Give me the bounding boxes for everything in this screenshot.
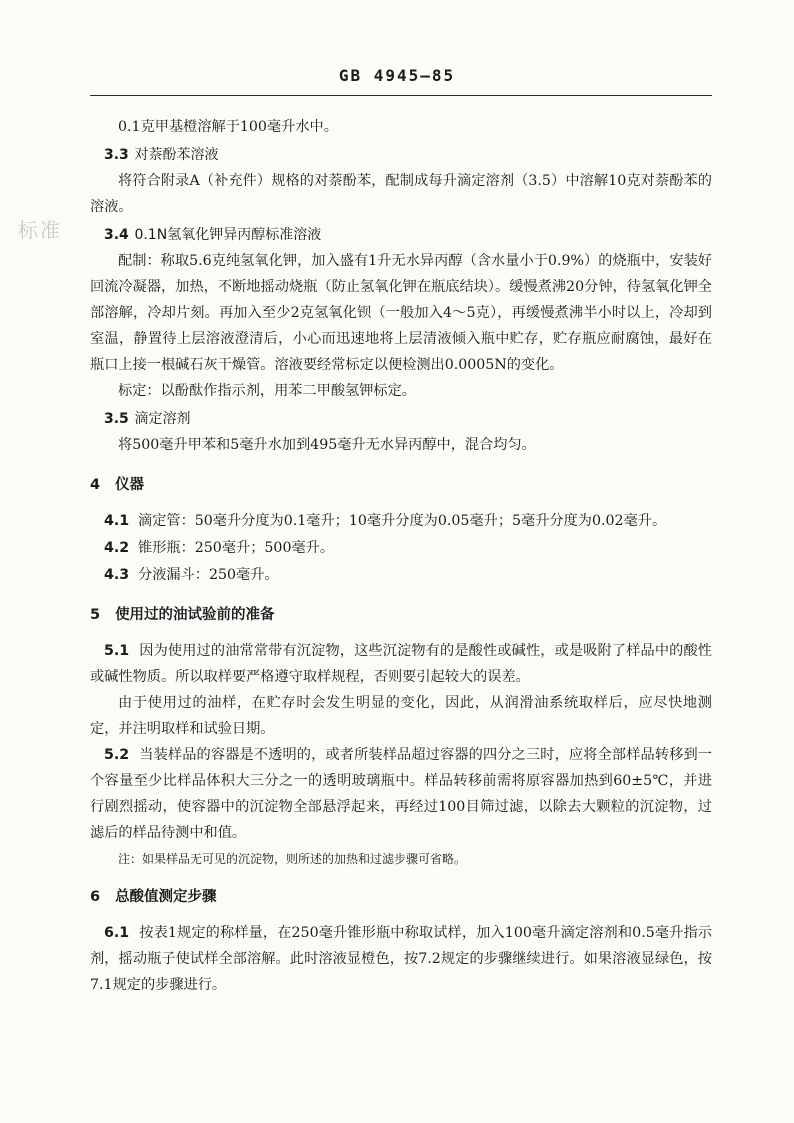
paragraph-number: 5.2: [104, 747, 130, 763]
section-title: 滴定溶剂: [134, 411, 191, 427]
paragraph-number: 5.1: [104, 643, 130, 659]
paragraph-text: 因为使用过的油常常带有沉淀物，这些沉淀物有的是酸性或碱性，或是吸附了样品中的酸性或碱性物质。所以取样要严格遵守取样规程，否则要引起较大的误差。: [90, 643, 712, 685]
methyl-orange-text: 0.1克甲基橙溶解于100毫升水中。: [118, 119, 338, 135]
section-3-5-text: 将500毫升甲苯和5毫升水加到495毫升无水异丙醇中，混合均匀。: [118, 437, 536, 453]
section-3-3-text: 将符合附录A（补充件）规格的对萘酚苯，配制成每升滴定溶剂（3.5）中溶解10克对萘酚苯的溶液。: [90, 173, 712, 215]
section-5-1-continuation: 由于使用过的油样，在贮存时会发生明显的变化，因此，从润滑油系统取样后，应尽快地测定，并注明取样和试验日期。: [90, 695, 712, 737]
item-number: 4.3: [104, 567, 130, 583]
item-text: 分液漏斗：250毫升。: [138, 567, 279, 583]
page-content: [90, 114, 712, 998]
item-text: 滴定管：50毫升分度为0.1毫升；10毫升分度为0.05毫升；5毫升分度为0.02毫升。: [138, 513, 667, 529]
section-3-4-preparation: 配制：称取5.6克纯氢氧化钾，加入盛有1升无水异丙醇（含水量小于0.9%）的烧瓶中，安装好回流冷凝器，加热，不断地摇动烧瓶（防止氢氧化钾在瓶底结块）。缓慢煮沸20分钟，待氢氧化钾全部溶解，冷却片刻。再加入至少2克氢氧化钡（一般加入4～5克），再缓慢煮沸半小时以上，冷却到室温，静置待上层溶液澄清后，小心而迅速地将上层清液倾入瓶中贮存，贮存瓶应耐腐蚀，最好在瓶口上接一根碱石灰干燥管。溶液要经常标定以便检测出0.0005N的变化。: [90, 253, 712, 373]
paragraph-number: 6.1: [104, 925, 130, 941]
paragraph-text: 按表1规定的称样量，在250毫升锥形瓶中称取试样，加入100毫升滴定溶剂和0.5毫升指示剂，摇动瓶子使试样全部溶解。此时溶液显橙色，按7.2规定的步骤继续进行。如果溶液显绿色，按7.1规定的步骤进行。: [90, 925, 712, 993]
section-title: 总酸值测定步骤: [115, 889, 217, 905]
section-number: 6: [90, 889, 101, 905]
section-title: 仪器: [115, 477, 145, 493]
section-6-heading: [90, 884, 712, 910]
section-3-4-heading: [104, 222, 712, 248]
section-number: 3.3: [104, 147, 129, 163]
section-title: 对萘酚苯溶液: [134, 147, 219, 163]
margin-stamp: 标准: [18, 218, 62, 242]
section-3-5-heading: [104, 406, 712, 432]
paragraph-text: 当装样品的容器是不透明的，或者所装样品超过容器的四分之三时，应将全部样品转移到一个容量至少比样品体积大三分之一的透明玻璃瓶中。样品转移前需将原容器加热到60±5℃，并进行剧烈摇动，使容器中的沉淀物全部悬浮起来，再经过100目筛过滤，以除去大颗粒的沉淀物，过滤后的样品待测中和值。: [90, 747, 712, 841]
item-text: 锥形瓶：250毫升；500毫升。: [138, 540, 335, 556]
section-number: 5: [90, 607, 101, 623]
item-number: 4.1: [104, 513, 130, 529]
section-5-heading: [90, 602, 712, 628]
section-6-1-text: [90, 920, 712, 998]
list-item: [104, 508, 712, 534]
section-title: 使用过的油试验前的准备: [115, 607, 275, 623]
section-title: 0.1N氢氧化钾异丙醇标准溶液: [134, 227, 322, 243]
item-number: 4.2: [104, 540, 130, 556]
section-5-2-text: [90, 742, 712, 846]
section-4-heading: [90, 472, 712, 498]
section-number: 3.5: [104, 411, 129, 427]
header-rule: [90, 95, 712, 96]
standard-code-header: GB 4945—85: [338, 66, 456, 85]
list-item: [104, 562, 712, 588]
section-3-4-standardization: 标定：以酚酞作指示剂，用苯二甲酸氢钾标定。: [118, 383, 416, 399]
note: 注：如果样品无可见的沉淀物，则所述的加热和过滤步骤可省略。: [118, 852, 467, 866]
section-3-3-heading: [104, 142, 712, 168]
section-number: 3.4: [104, 227, 129, 243]
list-item: [104, 535, 712, 561]
section-5-1-text: [90, 638, 712, 690]
section-number: 4: [90, 477, 101, 493]
